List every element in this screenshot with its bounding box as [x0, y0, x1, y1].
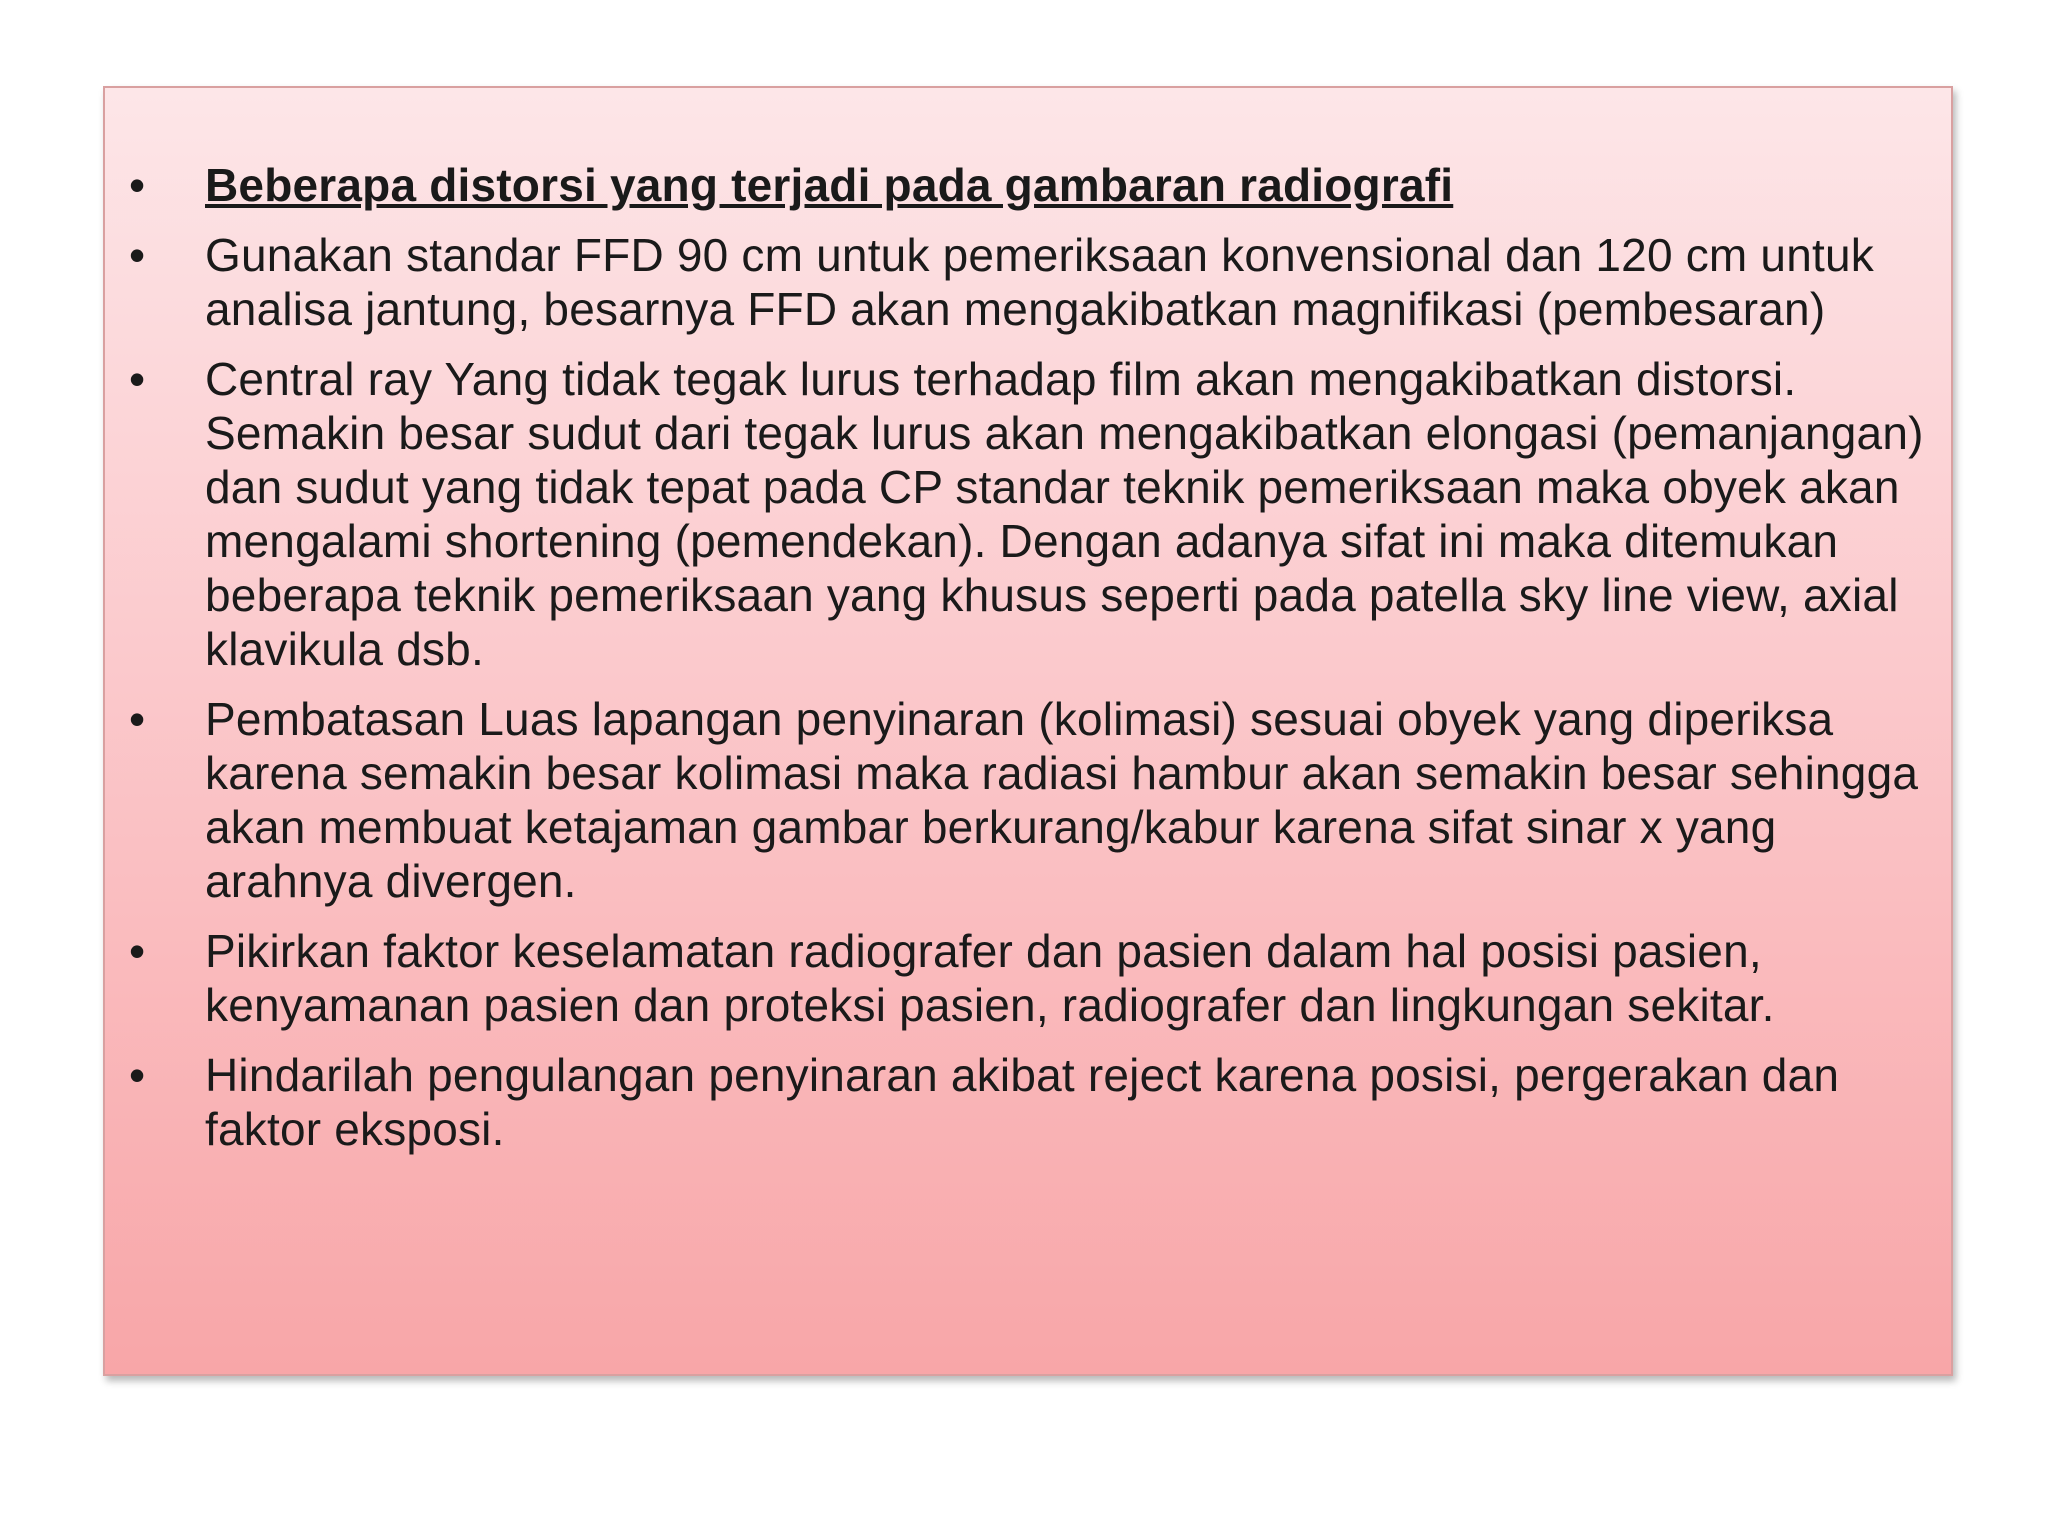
- bullet-icon: •: [129, 693, 146, 745]
- bullet-text-kolimasi: Pembatasan Luas lapangan penyinaran (kolimasi) sesuai obyek yang diperiksa karena semakin besar kolimasi maka radiasi hambur akan semakin besar sehingga akan membuat ketajaman gambar berkurang/kabur karena sifat sinar x yang arahnya divergen.: [205, 693, 1919, 907]
- list-item-heading: [125, 158, 1945, 212]
- bullet-icon: •: [129, 229, 146, 281]
- slide-heading: Beberapa distorsi yang terjadi pada gambaran radiografi: [205, 159, 1454, 211]
- bullet-icon: •: [129, 1049, 146, 1101]
- slide-content-box: [103, 86, 1953, 1376]
- bullet-text-ffd: Gunakan standar FFD 90 cm untuk pemeriksaan konvensional dan 120 cm untuk analisa jantung, besarnya FFD akan mengakibatkan magnifikasi (pembesaran): [205, 229, 1874, 335]
- list-item: [125, 1048, 1945, 1156]
- bullet-icon: •: [129, 925, 146, 977]
- bullet-text-pengulangan: Hindarilah pengulangan penyinaran akibat reject karena posisi, pergerakan dan faktor eksposi.: [205, 1049, 1840, 1155]
- bullet-icon: •: [129, 353, 146, 405]
- list-item: [125, 692, 1945, 908]
- bullet-text-central-ray: Central ray Yang tidak tegak lurus terhadap film akan mengakibatkan distorsi. Semakin besar sudut dari tegak lurus akan mengakibatkan elongasi (pemanjangan) dan sudut yang tidak tepat pada CP standar teknik pemeriksaan maka obyek akan mengalami shortening (pemendekan). Dengan adanya sifat ini maka ditemukan beberapa teknik pemeriksaan yang khusus seperti pada patella sky line view, axial klavikula dsb.: [205, 353, 1924, 675]
- bullet-icon: •: [129, 159, 146, 211]
- list-item: [125, 924, 1945, 1032]
- bullet-text-keselamatan: Pikirkan faktor keselamatan radiografer dan pasien dalam hal posisi pasien, kenyamanan pasien dan proteksi pasien, radiografer dan lingkungan sekitar.: [205, 925, 1775, 1031]
- bullet-list: [125, 158, 1945, 1172]
- list-item: [125, 352, 1945, 676]
- list-item: [125, 228, 1945, 336]
